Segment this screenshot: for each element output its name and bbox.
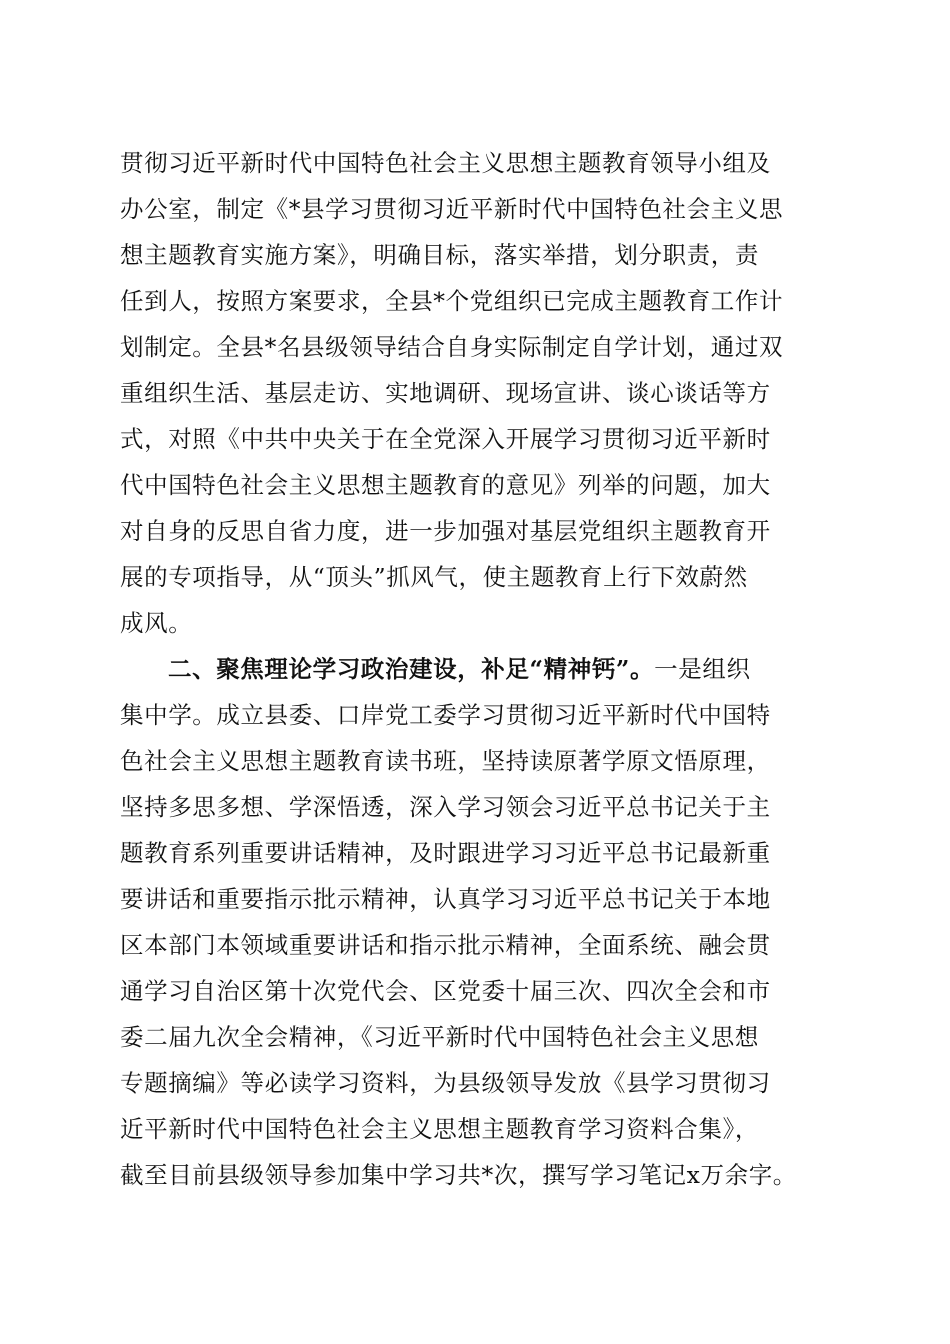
- paragraph-1-line: 代中国特色社会主义思想主题教育的意见》列举的问题，加大: [120, 471, 771, 499]
- section-heading: 二、聚焦理论学习政治建设，补足“精神钙”。: [168, 655, 655, 683]
- paragraph-2-line: 委二届九次全会精神，《习近平新时代中国特色社会主义思想: [120, 1023, 759, 1051]
- paragraph-2-line: 区本部门本领域重要讲话和指示批示精神，全面系统、融会贯: [120, 931, 771, 959]
- paragraph-2-line: 集中学。成立县委、口岸党工委学习贯彻习近平新时代中国特: [120, 701, 771, 729]
- paragraph-1-line: 对自身的反思自省力度，进一步加强对基层党组织主题教育开: [120, 517, 771, 545]
- paragraph-2-first-line: [120, 646, 751, 692]
- paragraph-1-line: 想主题教育实施方案》，明确目标，落实举措，划分职责，责: [120, 241, 759, 269]
- paragraph-1-line: 任到人，按照方案要求，全县*个党组织已完成主题教育工作计: [120, 287, 784, 315]
- paragraph-2-line: 要讲话和重要指示批示精神，认真学习习近平总书记关于本地: [120, 885, 771, 913]
- paragraph-2-line: 题教育系列重要讲话精神，及时跟进学习习近平总书记最新重: [120, 839, 771, 867]
- paragraph-1-line: 办公室，制定《*县学习贯彻习近平新时代中国特色社会主义思: [120, 195, 784, 223]
- paragraph-1-line: 贯彻习近平新时代中国特色社会主义思想主题教育领导小组及: [120, 149, 771, 177]
- paragraph-2-line: 坚持多思多想、学深悟透，深入学习领会习近平总书记关于主: [120, 793, 771, 821]
- paragraph-1-line: 成风。: [120, 609, 193, 637]
- paragraph-1-line: 展的专项指导，从“顶头”抓风气，使主题教育上行下效蔚然: [120, 563, 748, 591]
- paragraph-2-line: 色社会主义思想主题教育读书班，坚持读原著学原文悟原理，: [120, 747, 771, 775]
- paragraph-1-line: 式，对照《中共中央关于在全党深入开展学习贯彻习近平新时: [120, 425, 771, 453]
- paragraph-2-lead-text: 一是组织: [654, 655, 751, 683]
- paragraph-1-line: 重组织生活、基层走访、实地调研、现场宣讲、谈心谈话等方: [120, 379, 771, 407]
- paragraph-2-line: 近平新时代中国特色社会主义思想主题教育学习资料合集》，: [120, 1115, 759, 1143]
- paragraph-2-line: 通学习自治区第十次党代会、区党委十届三次、四次全会和市: [120, 977, 771, 1005]
- paragraph-2-line: 截至目前县级领导参加集中学习共*次，撰写学习笔记x万余字。: [120, 1161, 797, 1189]
- paragraph-1-line: 划制定。全县*名县级领导结合自身实际制定自学计划，通过双: [120, 333, 784, 361]
- paragraph-2-line: 专题摘编》等必读学习资料，为县级领导发放《县学习贯彻习: [120, 1069, 771, 1097]
